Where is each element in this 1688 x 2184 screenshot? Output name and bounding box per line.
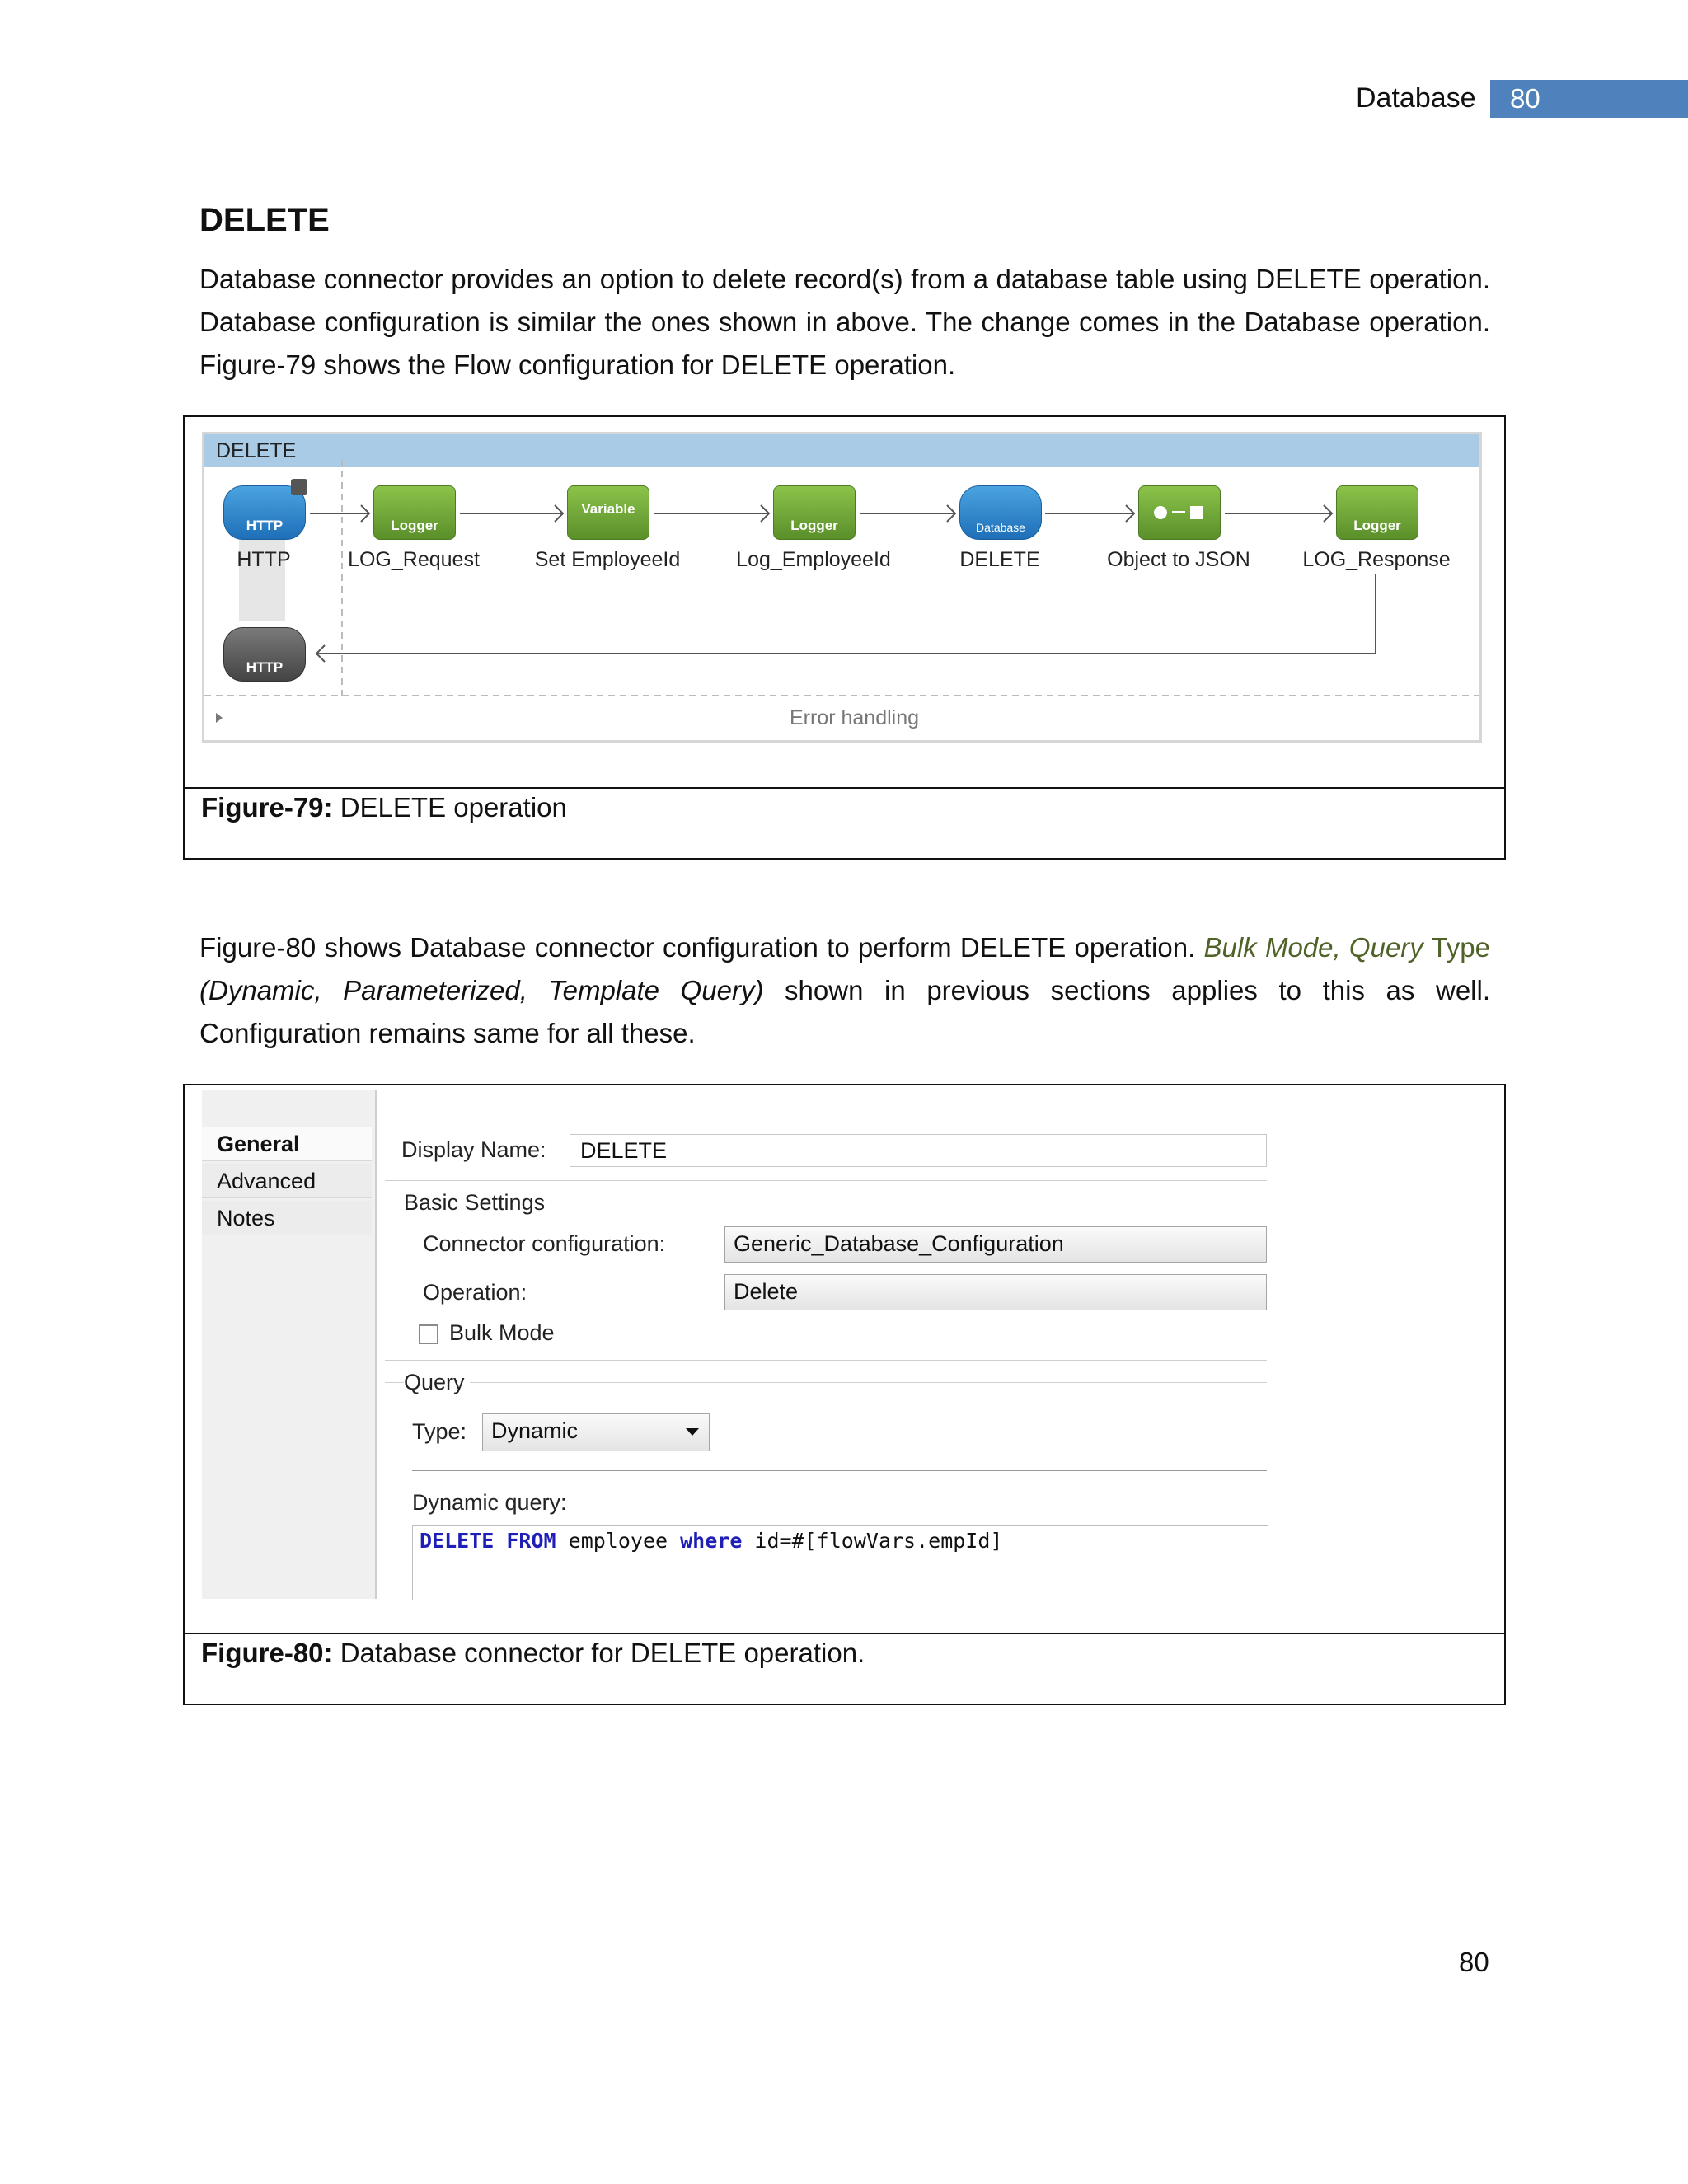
operation-select[interactable]: Delete xyxy=(724,1274,1267,1310)
figure-79-caption-text: DELETE operation xyxy=(332,792,567,823)
display-name-input[interactable]: DELETE xyxy=(570,1134,1267,1167)
return-line xyxy=(316,574,1376,654)
flow-connectors xyxy=(204,434,1479,740)
node-label-http: HTTP xyxy=(237,548,291,571)
query-type-select[interactable]: Dynamic xyxy=(482,1413,710,1451)
dynamic-query-code: DELETE FROM employee where id=#[flowVars.empId] xyxy=(420,1529,1003,1553)
query-group-label: Query xyxy=(404,1370,470,1395)
bulk-mode-checkbox[interactable] xyxy=(419,1324,438,1344)
footer-page-number: 80 xyxy=(1459,1947,1489,1977)
figure-80-caption-text: Database connector for DELETE operation. xyxy=(332,1638,865,1668)
dynamic-query-editor[interactable] xyxy=(412,1525,1268,1600)
node-label-log-response: LOG_Response xyxy=(1302,548,1451,571)
tab-notes[interactable]: Notes xyxy=(202,1201,372,1235)
query-type-label: Type: xyxy=(412,1419,467,1444)
logger-request-icon[interactable]: Logger xyxy=(373,485,456,540)
node-label-object-to-json: Object to JSON xyxy=(1107,548,1250,571)
node-label-log-employeeid: Log_EmployeeId xyxy=(736,548,891,571)
bulk-mode-label: Bulk Mode xyxy=(449,1320,555,1345)
section-heading: DELETE xyxy=(199,202,330,238)
basic-settings-group-label: Basic Settings xyxy=(404,1190,550,1216)
intro-paragraph: Database connector provides an option to delete record(s) from a database table using DELETE operation. Database configuration is similar the ones shown in above. The change comes in the Database operation. Figure-79 shows the Flow configuration for DELETE operation. xyxy=(199,264,1490,380)
logger-employeeid-icon[interactable]: Logger xyxy=(773,485,856,540)
figure-80-paragraph: Figure-80 shows Database connector configuration to perform DELETE operation. Bulk Mode, Query Type (Dynamic, Parameterized, Template Query) shown in previous sections applies to this as well. Configuration remains same for all these. xyxy=(199,932,1490,1048)
figure-79-caption xyxy=(201,792,567,823)
chevron-down-icon xyxy=(686,1428,699,1436)
database-connector-properties xyxy=(202,1090,1267,1599)
object-to-json-icon[interactable] xyxy=(1138,485,1221,540)
dynamic-query-label: Dynamic query: xyxy=(412,1490,567,1515)
figure-79-number: Figure-79: xyxy=(201,792,333,823)
logger-response-icon[interactable]: Logger xyxy=(1336,485,1418,540)
http-listener-icon[interactable]: HTTP xyxy=(223,485,306,540)
database-icon[interactable]: Database xyxy=(959,485,1042,540)
exchange-pattern-icon xyxy=(291,479,307,495)
connector-configuration-label: Connector configuration: xyxy=(423,1231,666,1256)
error-handling-label[interactable]: Error handling xyxy=(790,706,920,729)
display-name-label: Display Name: xyxy=(401,1137,546,1162)
figure-80-caption-row xyxy=(185,1633,1504,1668)
figure-80-caption xyxy=(201,1638,865,1669)
connector-configuration-select[interactable]: Generic_Database_Configuration xyxy=(724,1226,1267,1263)
node-label-set-employeeid: Set EmployeeId xyxy=(534,548,681,571)
running-header-title: Database xyxy=(1356,82,1476,114)
variable-icon[interactable]: Variable xyxy=(567,485,649,540)
figure-79-caption-row xyxy=(185,787,1504,823)
operation-label: Operation: xyxy=(423,1280,528,1305)
header-page-number: 80 xyxy=(1510,83,1540,114)
node-label-log-request: LOG_Request xyxy=(348,548,480,571)
http-response-icon[interactable]: HTTP xyxy=(223,627,306,682)
tab-general[interactable]: General xyxy=(202,1127,372,1161)
tab-advanced[interactable]: Advanced xyxy=(202,1164,372,1198)
node-label-delete: DELETE xyxy=(959,548,1040,571)
flow-diagram xyxy=(202,432,1482,743)
figure-80-number: Figure-80: xyxy=(201,1638,333,1668)
flow-title: DELETE xyxy=(216,439,297,462)
